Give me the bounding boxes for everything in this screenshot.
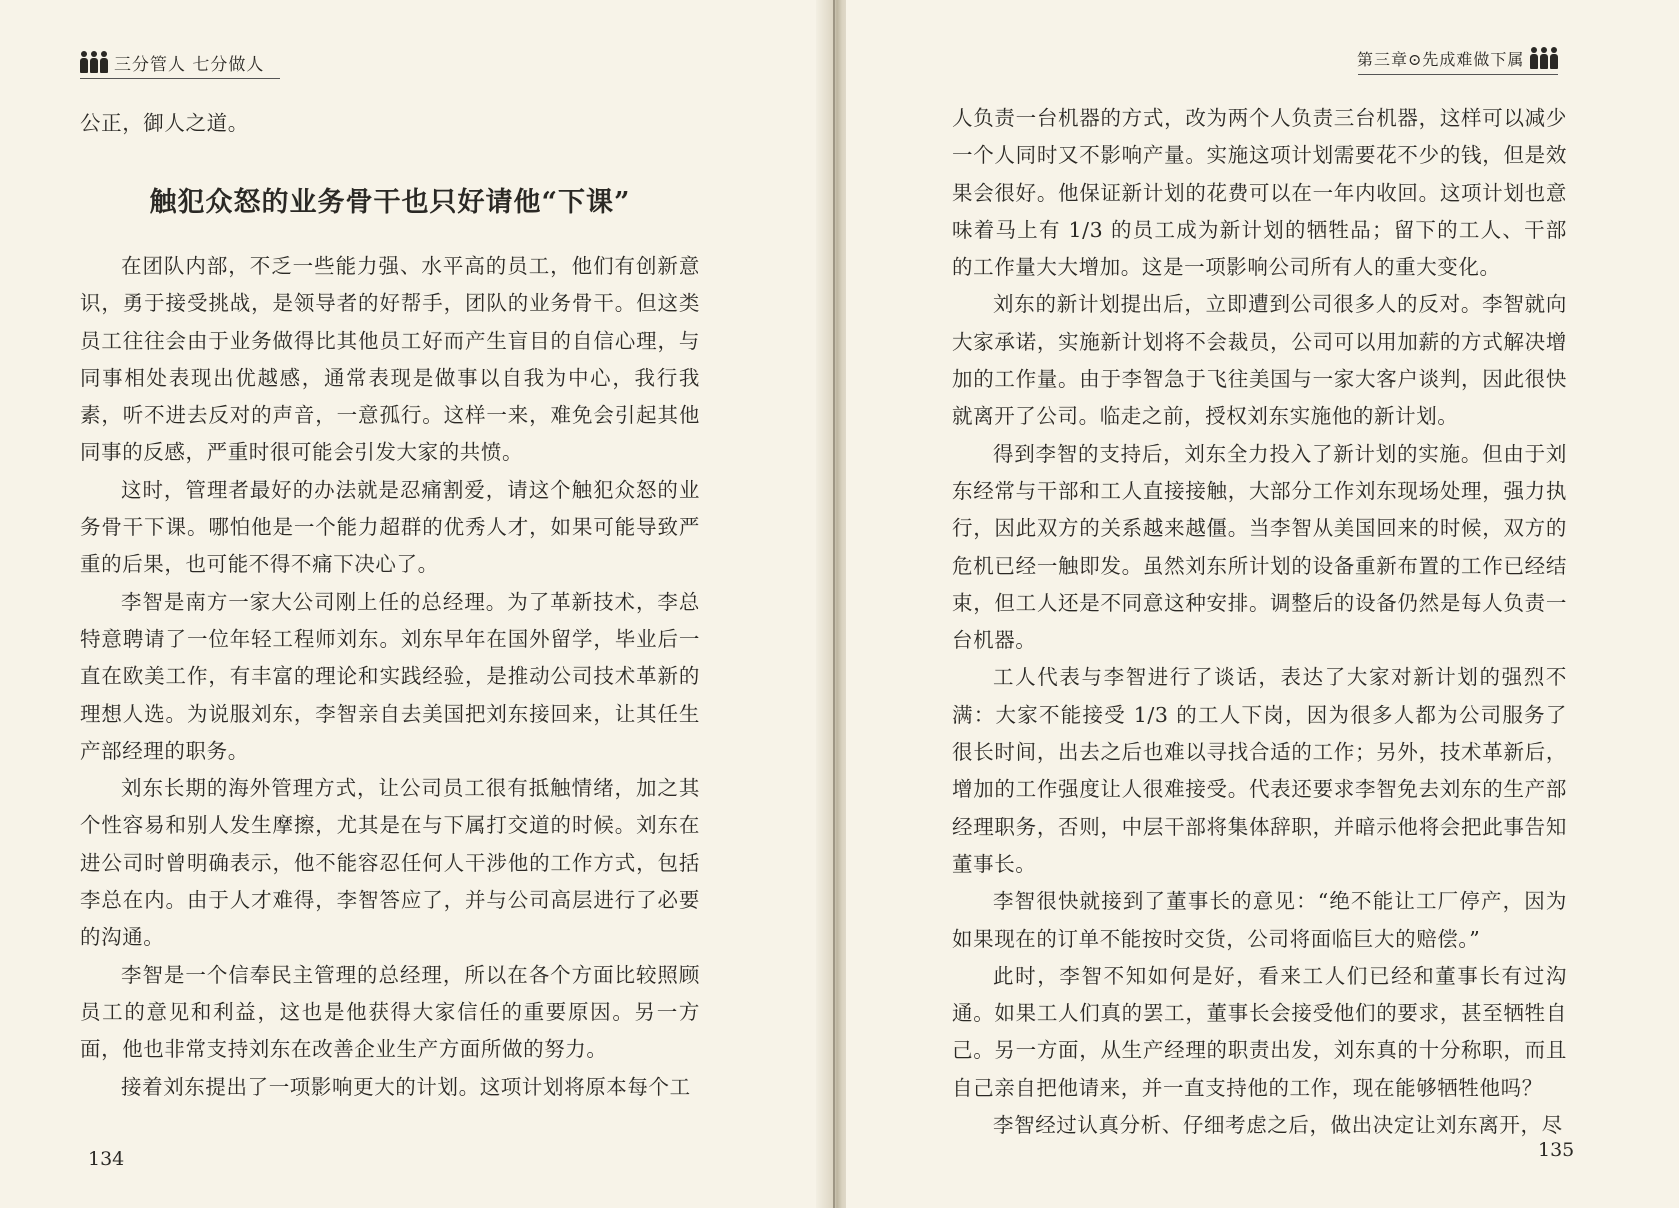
page-number-right: 135 (1538, 1139, 1575, 1161)
paragraph: 在团队内部，不乏一些能力强、水平高的员工，他们有创新意识，勇于接受挑战，是领导者的好帮手，团队的业务骨干。但这类员工往往会由于业务做得比其他员工好而产生盲目的自信心理，与同事相处表现出优越感，通常表现是做事以自我为中心，我行我素，听不进去反对的声音，一意孤行。这样一来，难免会引起其他同事的反感，严重时很可能会引发大家的共愤。 (80, 254, 700, 465)
paragraph: 此时，李智不知如何是好，看来工人们已经和董事长有过沟通。如果工人们真的罢工，董事长会接受他们的要求，甚至牺牲自己。另一方面，从生产经理的职责出发，刘东真的十分称职，而且自己亲自把他请来，并一直支持他的工作，现在能够牺牲他吗？ (952, 963, 1567, 1100)
paragraph: 李智是南方一家大公司刚上任的总经理。为了革新技术，李总特意聘请了一位年轻工程师刘东。刘东早年在国外留学，毕业后一直在欧美工作，有丰富的理论和实践经验，是推动公司技术革新的理想人选。为说服刘东，李智亲自去美国把刘东接回来，让其任生产部经理的职务。 (80, 589, 700, 763)
left-running-head-text: 三分管人 七分做人 (114, 54, 265, 75)
paragraph: 刘东长期的海外管理方式，让公司员工很有抵触情绪，加之其个性容易和别人发生摩擦，尤其是在与下属打交道的时候。刘东在进公司时曾明确表示，他不能容忍任何人干涉他的工作方式，包括李总在内。由于人才难得，李智答应了，并与公司高层进行了必要的沟通。 (80, 776, 700, 950)
left-running-head (80, 42, 264, 82)
paragraph: 得到李智的支持后，刘东全力投入了新计划的实施。但由于刘东经常与干部和工人直接接触，大部分工作刘东现场处理，强力执行，因此双方的关系越来越僵。当李智从美国回来的时候，双方的危机已经一触即发。虽然刘东所计划的设备重新布置的工作已经结束，但工人还是不同意这种安排。调整后的设备仍然是每人负责一台机器。 (952, 441, 1567, 653)
right-running-head-text: 第三章⊙先成难做下属 (1357, 49, 1525, 69)
paragraph: 刘东的新计划提出后，立即遭到公司很多人的反对。李智就向大家承诺，实施新计划将不会裁员，公司可以用加薪的方式解决增加的工作量。由于李智急于飞往美国与一家大客户谈判，因此很快就离开了公司。临走之前，授权刘东实施他的新计划。 (952, 292, 1567, 429)
left-page (0, 0, 828, 1208)
right-running-head (1357, 38, 1558, 78)
paragraph: 李智经过认真分析、仔细考虑之后，做出决定让刘东离开，尽 (993, 1113, 1563, 1138)
paragraph: 接着刘东提出了一项影响更大的计划。这项计划将原本每个工 (121, 1074, 691, 1099)
paragraph: 李智很快就接到了董事长的意见：“绝不能让工厂停产，因为如果现在的订单不能按时交货，公司将面临巨大的赔偿。” (952, 889, 1567, 951)
paragraph: 这时，管理者最好的办法就是忍痛割爱，请这个触犯众怒的业务骨干下课。哪怕他是一个能力超群的优秀人才，如果可能导致严重的后果，也可能不得不痛下决心了。 (80, 477, 700, 577)
right-body (952, 100, 1567, 1144)
continuation-text: 公正，御人之道。 (80, 111, 249, 135)
section-title: 触犯众怒的业务骨干也只好请他“下课” (149, 187, 631, 218)
gutter-line (833, 0, 835, 1208)
page-number-left: 134 (88, 1148, 125, 1170)
paragraph: 工人代表与李智进行了谈话，表达了大家对新计划的强烈不满：大家不能接受 1/3 的工人下岗，因为很多人都为公司服务了很长时间，出去之后也难以寻找合适的工作；另外，技术革新后，增加的工作强度让人很难接受。代表还要求李智免去刘东的生产部经理职务，否则，中层干部将集体辞职，并暗示他将会把此事告知董事长。 (952, 665, 1567, 876)
header-rule (1358, 74, 1558, 75)
magnifier-icon (1530, 47, 1558, 69)
header-rule (80, 78, 280, 79)
left-continuation (80, 105, 700, 142)
paragraph: 李智是一个信奉民主管理的总经理，所以在各个方面比较照顾员工的意见和利益，这也是他获得大家信任的重要原因。另一方面，他也非常支持刘东在改善企业生产方面所做的努力。 (80, 962, 700, 1062)
left-body (80, 248, 700, 1106)
paragraph: 人负责一台机器的方式，改为两个人负责三台机器，这样可以减少一个人同时又不影响产量。实施这项计划需要花不少的钱，但是效果会很好。他保证新计划的花费可以在一年内收回。这项计划也意味着马上有 1/3 的员工成为新计划的牺牲品；留下的工人、干部的工作量大大增加。这是一项影响公司所有人的重大变化。 (952, 106, 1567, 280)
people-icon (80, 51, 108, 73)
